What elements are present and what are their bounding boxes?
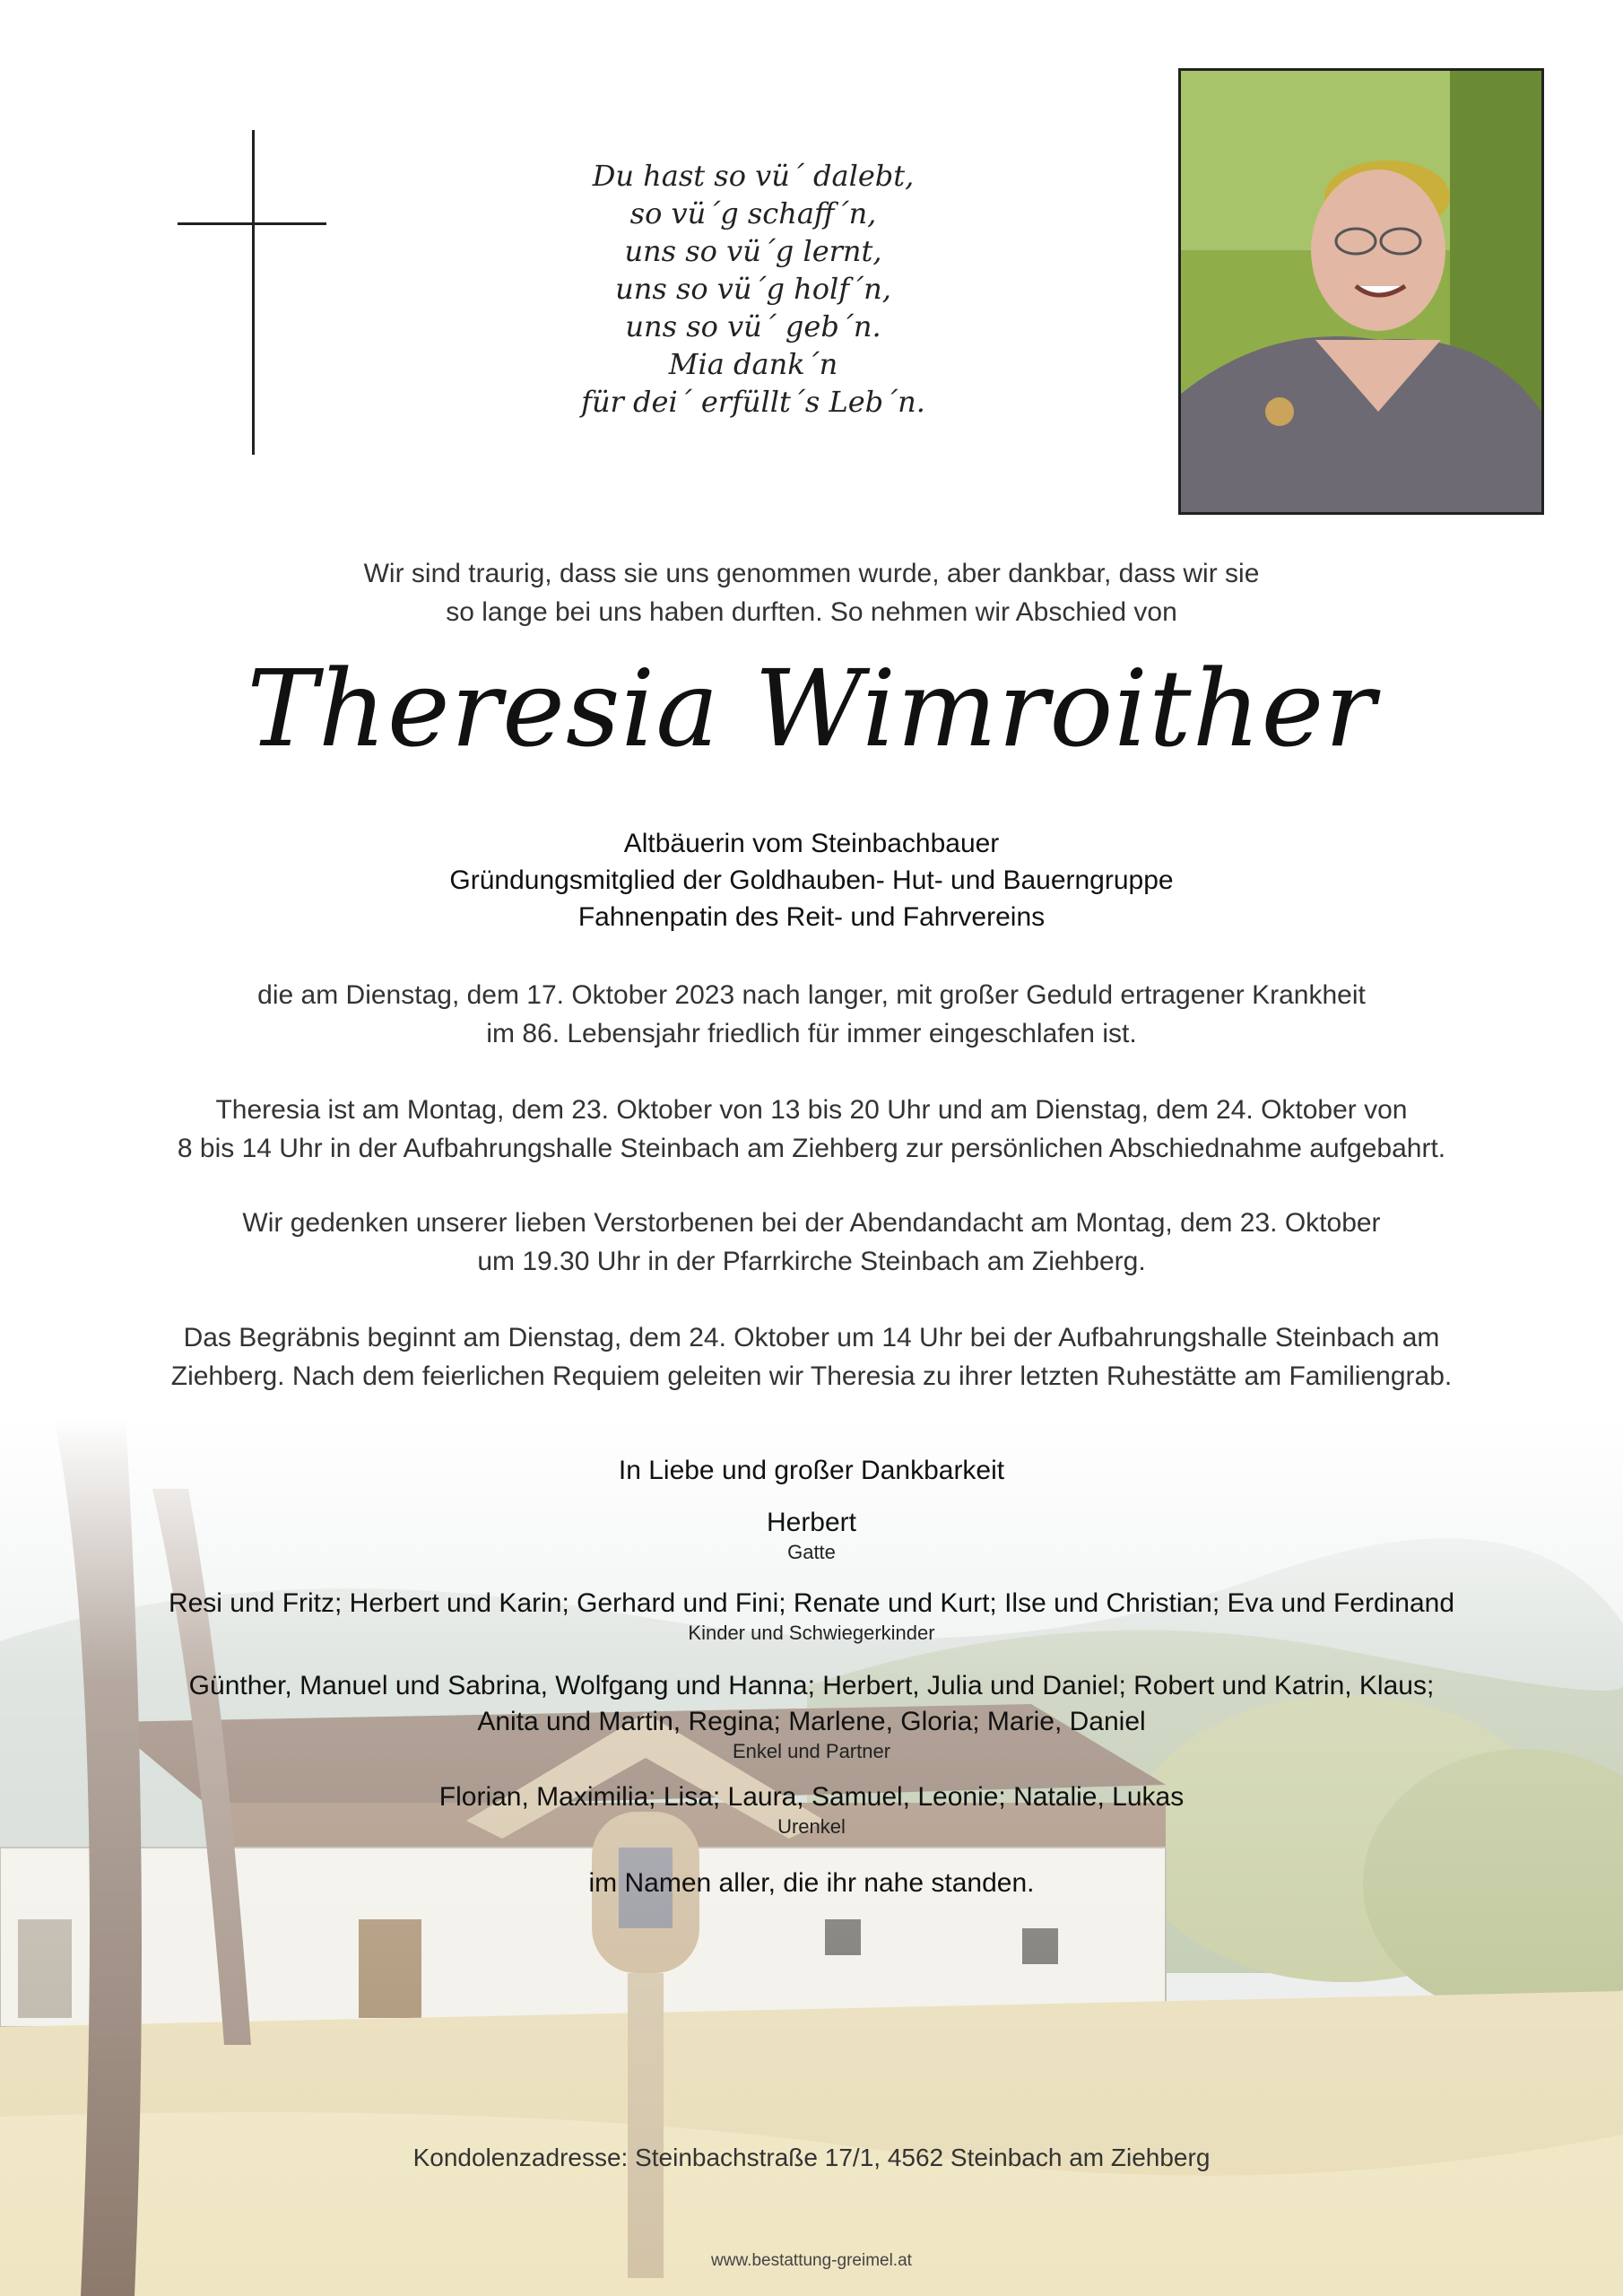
poem-line: so vü´g schaff´n,: [629, 196, 877, 230]
intro-text: [179, 554, 1444, 631]
greatgrandchildren-names: Florian, Maximilia; Lisa; Laura, Samuel, Leonie; Natalie, Lukas: [438, 1782, 1185, 1812]
death-notice-paragraph: [54, 976, 1569, 1053]
spouse-role: Gatte: [787, 1541, 836, 1563]
poem: [538, 157, 968, 421]
cross-icon-vertical: [252, 130, 255, 455]
greatgrandchildren-role: Urenkel: [777, 1815, 846, 1838]
poem-line: Du hast so vü´ dalebt,: [592, 159, 915, 193]
website-link[interactable]: www.bestattung-greimel.at: [711, 2251, 912, 2270]
paragraph-line: Theresia ist am Montag, dem 23. Oktober von 13 bis 20 Uhr und am Dienstag, dem 24. Oktober von: [215, 1095, 1408, 1125]
title-line: Altbäuerin vom Steinbachbauer: [623, 829, 1000, 858]
poem-line: uns so vü´g lernt,: [624, 234, 882, 268]
viewing-paragraph: [54, 1091, 1569, 1168]
poem-line: uns so vü´ geb´n.: [625, 309, 881, 344]
paragraph-line: 8 bis 14 Uhr in der Aufbahrungshalle Steinbach am Ziehberg zur persönlichen Abschiednahme aufgebahrt.: [177, 1134, 1446, 1163]
closing-text: im Namen aller, die ihr nahe standen.: [588, 1868, 1035, 1898]
poem-line: Mia dank´n: [668, 347, 838, 381]
family-grandchildren: [54, 1668, 1569, 1763]
paragraph-line: die am Dienstag, dem 17. Oktober 2023 nach langer, mit großer Geduld ertragener Krankheit: [257, 980, 1366, 1010]
spouse-name: Herbert: [766, 1508, 857, 1537]
paragraph-line: im 86. Lebensjahr friedlich für immer eingeschlafen ist.: [486, 1019, 1137, 1048]
children-role: Kinder und Schwiegerkinder: [688, 1622, 935, 1644]
deceased-titles: [179, 825, 1444, 935]
grandchildren-names: Günther, Manuel und Sabrina, Wolfgang und Hanna; Herbert, Julia und Daniel; Robert und Katrin, Klaus;: [188, 1671, 1435, 1700]
grandchildren-names: Anita und Martin, Regina; Marlene, Gloria; Marie, Daniel: [477, 1707, 1146, 1736]
poem-line: für dei´ erfüllt´s Leb´n.: [581, 385, 925, 419]
paragraph-line: Wir gedenken unserer lieben Verstorbenen bei der Abendandacht am Montag, dem 23. Oktober: [242, 1208, 1381, 1238]
cross-icon-horizontal: [178, 222, 326, 225]
intro-line: so lange bei uns haben durften. So nehmen wir Abschied von: [446, 597, 1177, 627]
paragraph-line: Das Begräbnis beginnt am Dienstag, dem 24. Oktober um 14 Uhr bei der Aufbahrungshalle Steinbach am: [183, 1323, 1440, 1352]
poem-line: uns so vü´g holf´n,: [615, 272, 891, 306]
family-heading: [54, 1453, 1569, 1489]
family-closing: [54, 1866, 1569, 1901]
deceased-name: Theresia Wimroither: [247, 647, 1376, 770]
intro-line: Wir sind traurig, dass sie uns genommen wurde, aber dankbar, dass wir sie: [363, 559, 1260, 588]
vigil-paragraph: [54, 1204, 1569, 1281]
grandchildren-role: Enkel und Partner: [732, 1740, 891, 1762]
family-spouse: [54, 1505, 1569, 1564]
title-line: Gründungsmitglied der Goldhauben- Hut- und Bauerngruppe: [449, 865, 1174, 895]
funeral-paragraph: [54, 1318, 1569, 1396]
paragraph-line: um 19.30 Uhr in der Pfarrkirche Steinbach am Ziehberg.: [477, 1247, 1146, 1276]
family-children: [54, 1586, 1569, 1645]
family-greatgrandchildren: [54, 1779, 1569, 1839]
paragraph-line: Ziehberg. Nach dem feierlichen Requiem geleiten wir Theresia zu ihrer letzten Ruhestätte am Familiengrab.: [170, 1361, 1453, 1391]
portrait-photo: [1178, 68, 1544, 515]
condolence-address: Kondolenzadresse: Steinbachstraße 17/1, 4562 Steinbach am Ziehberg: [412, 2144, 1211, 2171]
family-heading-text: In Liebe und großer Dankbarkeit: [618, 1456, 1005, 1485]
children-names: Resi und Fritz; Herbert und Karin; Gerhard und Fini; Renate und Kurt; Ilse und Christian; Eva und Ferdinand: [168, 1588, 1455, 1618]
title-line: Fahnenpatin des Reit- und Fahrvereins: [577, 902, 1046, 932]
